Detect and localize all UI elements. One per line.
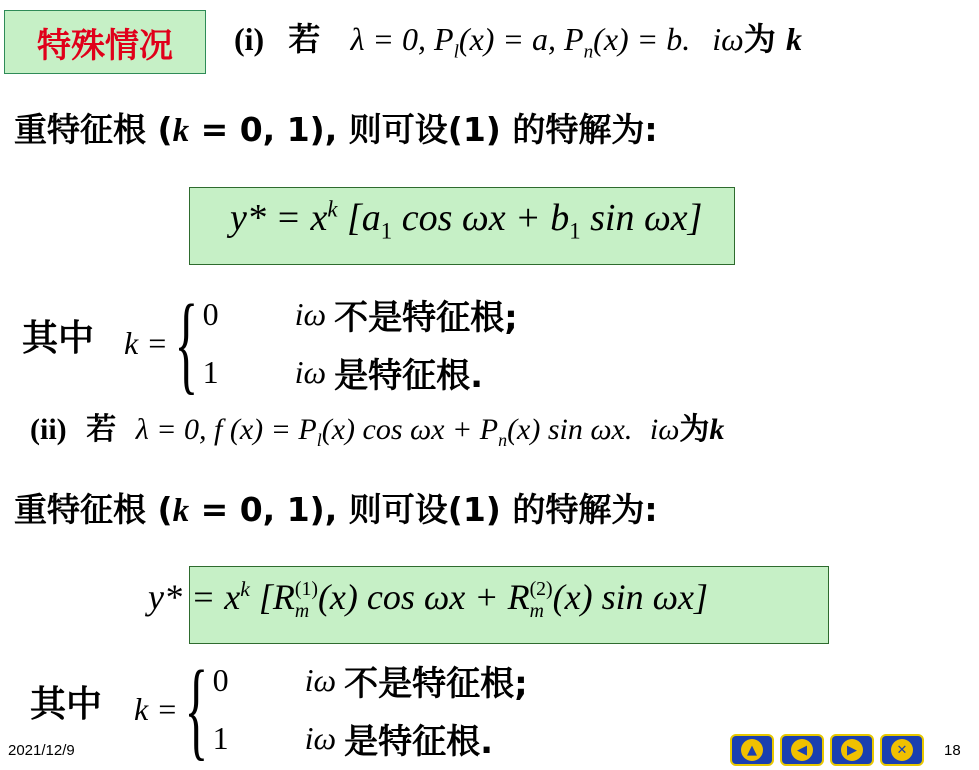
part2-case0-val: 0 <box>212 661 229 698</box>
part2-case0-text: 不是特征根; <box>344 663 528 704</box>
part1-case0-text: 不是特征根; <box>334 297 518 338</box>
nav-prev-button[interactable] <box>780 734 824 766</box>
part1-k: k <box>785 21 802 57</box>
part1-formula-end: sin ωx] <box>580 197 703 239</box>
part2-case0 <box>213 654 528 706</box>
part2-formula-y: y* <box>148 577 182 617</box>
part2-line2-k: k <box>172 493 190 529</box>
part2-brace: { <box>184 648 209 770</box>
part1-cases <box>124 282 518 404</box>
part1-line2-k: k <box>172 113 190 149</box>
part1-formula-a: [a <box>347 197 381 239</box>
part1-cond: λ = 0, P <box>350 21 454 57</box>
part1-formula-sup: k <box>327 196 338 222</box>
part2-cond-mid: (x) cos ωx + P <box>321 413 499 446</box>
part2-cases <box>134 648 528 770</box>
part1-formula-b-sub: 1 <box>569 218 581 244</box>
part1-case0 <box>203 288 518 340</box>
part1-case1-text: 是特征根. <box>334 355 484 396</box>
part2-case1-text: 是特征根. <box>344 721 494 762</box>
part1-cond-mid: (x) = a, P <box>458 21 584 57</box>
part2-formula-r1: [R <box>258 577 295 617</box>
part2-case-list <box>213 654 528 764</box>
part1-line2-b: = 0, 1), 则可设(1) 的特解为: <box>189 110 658 149</box>
part2-case1 <box>213 712 528 764</box>
part1-brace: { <box>174 282 199 404</box>
part1-wei: 为 <box>743 20 776 58</box>
part2-k: k <box>709 413 725 446</box>
part1-multiplicity-line <box>14 104 658 151</box>
part2-iw: iω <box>649 413 680 446</box>
part2-cond-sub-n: n <box>498 430 508 450</box>
nav-close-button[interactable] <box>880 734 924 766</box>
nav-first-button[interactable] <box>730 734 774 766</box>
part2-line2-b: = 0, 1), 则可设(1) 的特解为: <box>189 490 658 529</box>
part1-case1-iw: iω <box>294 353 327 390</box>
close-icon: ✕ <box>891 739 913 761</box>
part1-cond-end: (x) = b. <box>593 21 691 57</box>
prev-arrow-icon: ◀ <box>791 739 813 761</box>
part1-case-list <box>203 288 518 398</box>
part2-label: (ii) <box>30 413 67 446</box>
part2-condition-line <box>30 404 724 448</box>
page-number: 18 <box>944 742 961 759</box>
nav-bar <box>730 734 924 766</box>
part2-formula-mid: (x) cos ωx + R <box>317 577 530 617</box>
part1-label: (i) <box>234 21 265 57</box>
part2-formula-sup: k <box>240 577 250 601</box>
part2-k-eq: k = <box>134 690 178 727</box>
part1-case1-val: 1 <box>202 353 219 390</box>
part1-case1 <box>203 346 518 398</box>
part1-k-eq: k = <box>124 324 168 361</box>
part2-ruo: 若 <box>86 412 117 447</box>
part2-cond-end: (x) sin ωx. <box>507 413 633 446</box>
part2-line2-a: 重特征根 ( <box>14 490 173 529</box>
part1-qizhong: 其中 <box>22 318 95 359</box>
home-up-icon: ▲ <box>741 739 763 761</box>
part2-cond: λ = 0, f (x) = P <box>135 413 317 446</box>
part2-multiplicity-line <box>14 484 658 531</box>
part2-formula-r1-sub: m <box>294 599 310 622</box>
part2-case1-iw: iω <box>304 719 337 756</box>
part2-formula <box>148 576 708 623</box>
next-arrow-icon: ▶ <box>841 739 863 761</box>
nav-next-button[interactable] <box>830 734 874 766</box>
part1-case0-val: 0 <box>202 295 219 332</box>
part1-ruo: 若 <box>288 20 321 58</box>
part2-cond-sub-l: l <box>316 430 322 450</box>
part2-qizhong: 其中 <box>30 684 103 725</box>
part2-formula-pre: = x <box>190 577 241 617</box>
part1-formula-pre: y* = x <box>230 197 328 239</box>
part2-formula-r2-sub: m <box>529 599 544 622</box>
part1-formula-mid: cos ωx + b <box>392 197 570 239</box>
part1-case0-iw: iω <box>294 295 327 332</box>
part1-cond-sub-n: n <box>583 41 594 63</box>
part1-condition-line <box>234 14 802 63</box>
part1-iw: iω <box>712 21 744 57</box>
part1-line2-a: 重特征根 ( <box>14 110 173 149</box>
part1-cond-sub-l: l <box>453 41 459 63</box>
part2-formula-end: (x) sin ωx] <box>552 577 709 617</box>
part2-case1-val: 1 <box>212 719 229 756</box>
part2-formula-r1-sup: (1) <box>294 577 318 600</box>
part2-case0-iw: iω <box>304 661 337 698</box>
section-title: 特殊情况 <box>4 10 206 74</box>
part2-wei: 为 <box>679 412 710 447</box>
part1-formula-a-sub: 1 <box>380 218 393 244</box>
footer-date: 2021/12/9 <box>8 742 75 759</box>
part2-formula-r2-sup: (2) <box>529 577 553 600</box>
part1-formula <box>230 196 703 244</box>
